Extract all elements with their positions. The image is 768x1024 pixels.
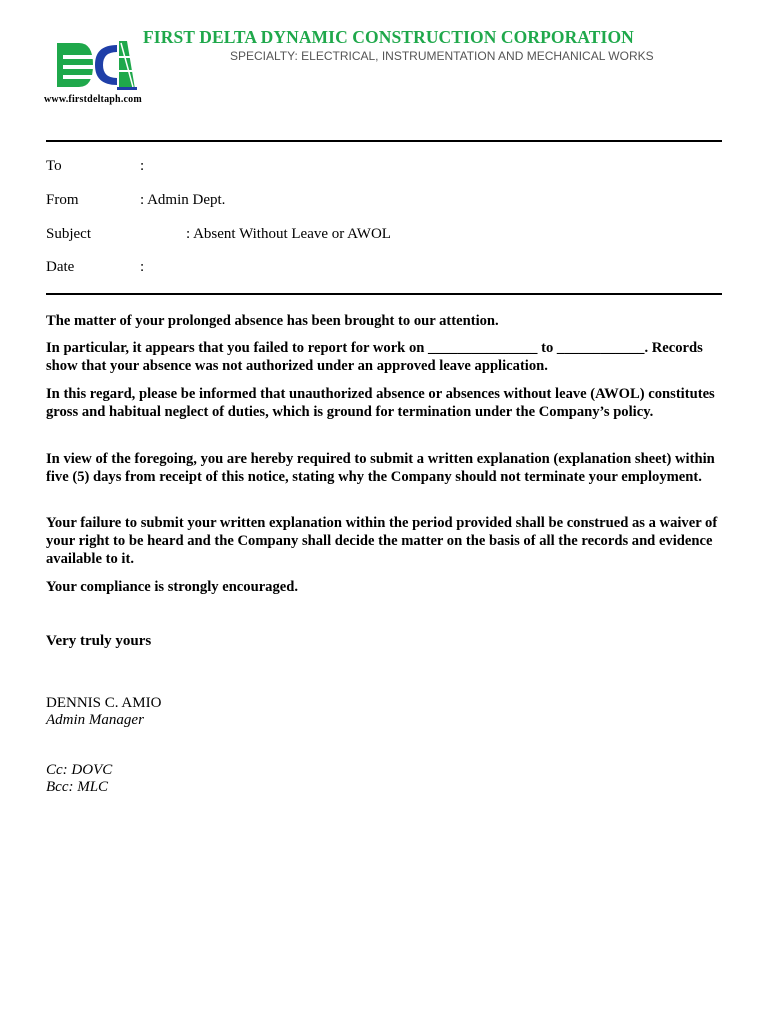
memo-from-label: From <box>46 192 79 208</box>
memo-subject-label: Subject <box>46 226 91 242</box>
company-website: www.firstdeltaph.com <box>44 94 142 105</box>
body-paragraph-3: In this regard, please be informed that unauthorized absence or absences without leave (AWOL) constitutes gross and habitual neglect of duties, which is ground for termination under the Company’s policy. <box>46 386 715 420</box>
body-paragraph-4: In view of the foregoing, you are hereby required to submit a written explanation (explanation sheet) within five (5) days from receipt of this notice, stating why the Company should not terminate your employment. <box>46 451 715 485</box>
body-paragraph-1: The matter of your prolonged absence has been brought to our attention. <box>46 313 499 329</box>
cc-line: Cc: DOVC <box>46 762 113 778</box>
body-paragraph-6: Your compliance is strongly encouraged. <box>46 579 299 595</box>
header-divider <box>46 140 722 142</box>
company-logo <box>57 41 139 91</box>
signatory-name: DENNIS C. AMIO <box>46 695 162 711</box>
body-paragraph-5: Your failure to submit your written explanation within the period provided shall be construed as a waiver of your right to be heard and the Company shall decide the matter on the basis of all the records and evidence available to it. <box>46 515 718 567</box>
memo-date-label: Date <box>46 259 75 275</box>
body-paragraph-2: In particular, it appears that you failed to report for work on _______________ to ____________. Records show that your absence was not authorized under an approved leave application. <box>46 340 703 374</box>
company-specialty: SPECIALTY: ELECTRICAL, INSTRUMENTATION AND MECHANICAL WORKS <box>230 49 654 63</box>
memo-subject-value: : Absent Without Leave or AWOL <box>186 226 391 242</box>
memo-from-value: : Admin Dept. <box>140 192 226 208</box>
memo-date-value: : <box>140 259 145 275</box>
closing-salutation: Very truly yours <box>46 633 152 649</box>
company-name: FIRST DELTA DYNAMIC CONSTRUCTION CORPORATION <box>143 27 634 47</box>
memo-to-label: To <box>46 158 62 174</box>
memo-to-value: : <box>140 158 145 174</box>
signatory-title: Admin Manager <box>46 712 144 728</box>
bcc-line: Bcc: MLC <box>46 779 109 795</box>
memo-divider <box>46 293 722 295</box>
